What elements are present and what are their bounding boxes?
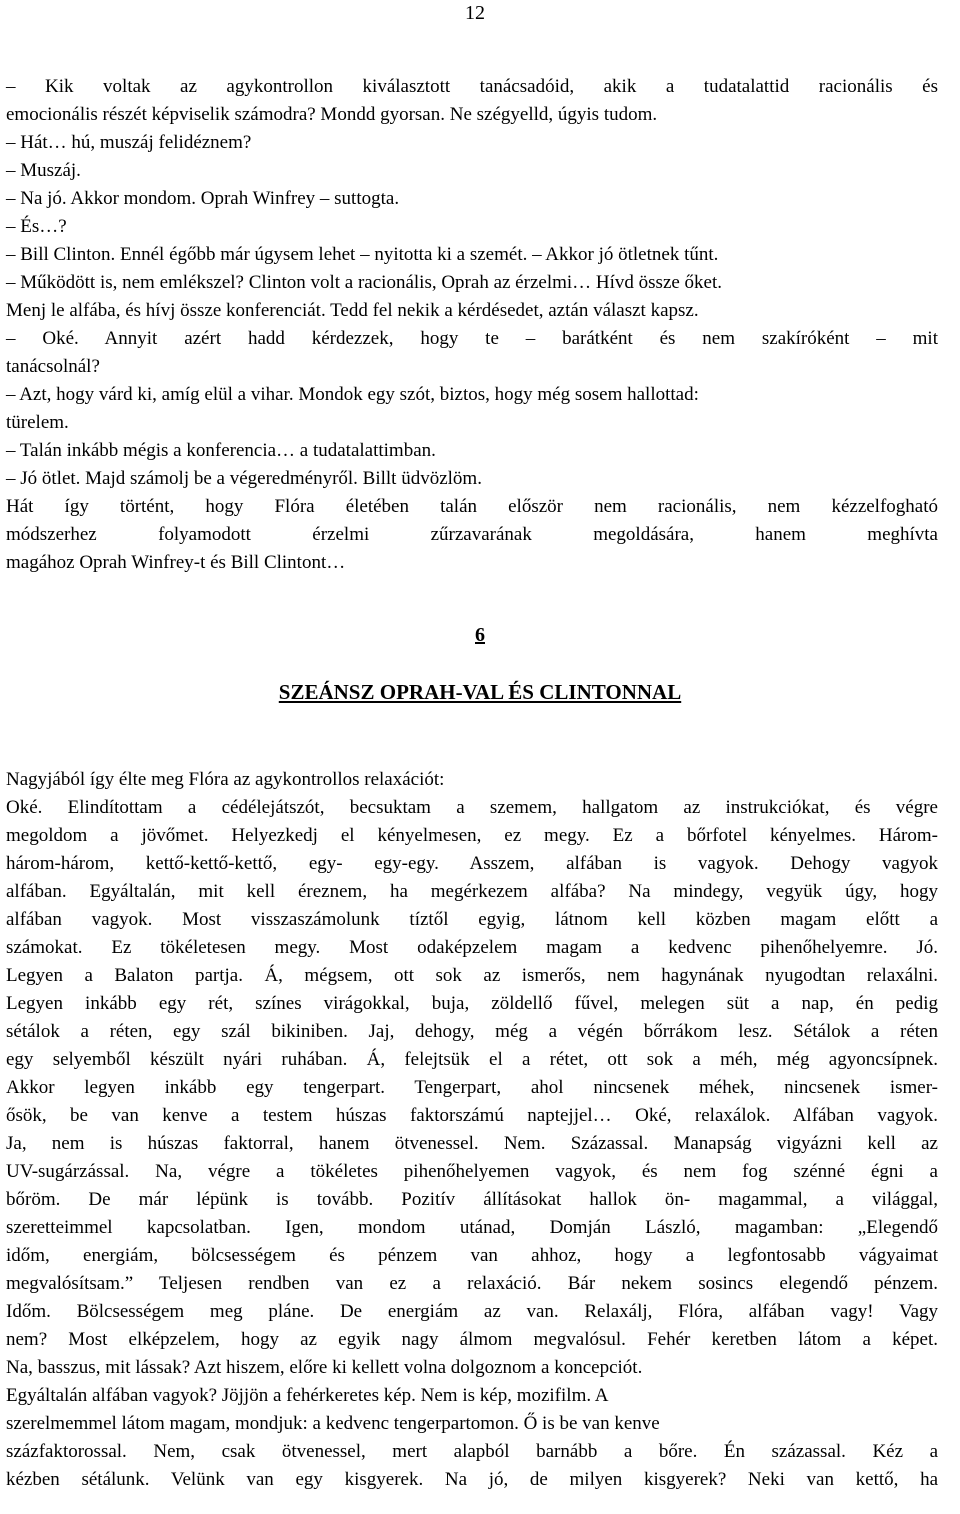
text-line: Na, basszus, mit lássak? Azt hiszem, előre ki kellett volna dolgoznom a koncepciót. [6,1357,643,1378]
text-line: Legyen inkább egy rét, színes virágokkal, buja, zöldellő fűvel, melegen süt a nap, én pedig [6,993,938,1014]
text-line: magához Oprah Winfrey-t és Bill Clintont… [6,552,346,573]
text-line: – És…? [6,216,67,237]
text-line: – Oké. Annyit azért hadd kérdezzek, hogy te – barátként és nem szakíróként – mit [6,328,938,349]
text-line: Hát így történt, hogy Flóra életében talán először nem racionális, nem kézzelfogható [6,496,938,517]
text-line: megvalósítsam.” Teljesen rendben van ez a relaxáció. Bár nekem sosincs elegendő pénzem. [6,1273,938,1294]
text-line: emocionális részét képviselik számodra? Mondd gyorsan. Ne szégyelld, úgyis tudom. [6,104,658,125]
text-line: módszerhez folyamodott érzelmi zűrzavarának megoldására, hanem meghívta [6,524,938,545]
text-line: megoldom a jövőmet. Helyezkedj el kényelmesen, ez megy. Ez a bőrfotel kényelmes. Három- [6,825,938,846]
text-line: – Talán inkább mégis a konferencia… a tudatalattimban. [6,440,436,461]
text-line: – Hát… hú, muszáj felidéznem? [6,132,252,153]
text-line: egy selyemből készült nyári ruhában. Á, felejtsük el a rétet, ott sok a méh, még agyoncsípnek. [6,1049,938,1070]
text-line: Nagyjából így élte meg Flóra az agykontrollos relaxációt: [6,769,445,790]
text-line: kézben sétálunk. Velünk van egy kisgyerek. Na jó, de milyen kisgyerek? Neki van kettő, ha [6,1469,938,1490]
text-line: szerelmemmel látom magam, mondjuk: a kedvenc tengerpartomon. Ő is be van kenve [6,1413,660,1434]
text-line: számokat. Ez tökéletesen megy. Most odaképzelem magam a kedvenc pihenőhelyemre. Jó. [6,937,938,958]
body-section [6,766,938,1494]
chapter-number: 6 [475,624,485,646]
text-line: alfában vagyok. Most visszaszámolunk tíztől egyig, látnom kell közben magam előtt a [6,909,938,930]
text-line: százfaktorossal. Nem, csak ötvenessel, mert alapból barnább a bőre. Én százassal. Kéz a [6,1441,938,1462]
text-line: szeretteimmel kapcsolatban. Igen, mondom utánad, Domján László, magamban: „Elegendő [6,1217,938,1238]
dialogue-section [6,73,938,577]
text-line: – Muszáj. [6,160,81,181]
text-line: három-három, kettő-kettő-kettő, egy- egy-egy. Asszem, alfában is vagyok. Dehogy vagyok [6,853,938,874]
text-line: – Azt, hogy várd ki, amíg elül a vihar. Mondok egy szót, biztos, hogy még sosem hallottad: [6,384,699,405]
text-line: Időm. Bölcsességem meg pláne. De energiám az van. Relaxálj, Flóra, alfában vagy! Vagy [6,1301,938,1322]
text-line: türelem. [6,412,69,433]
text-line: UV-sugárzással. Na, végre a tökéletes pihenőhelyemen vagyok, és nem fog szénné égni a [6,1161,938,1182]
text-line: Egyáltalán alfában vagyok? Jöjjön a fehérkeretes kép. Nem is kép, mozifilm. A [6,1385,609,1406]
text-line: sétálok a réten, egy szál bikiniben. Jaj, dehogy, még a végén bőrrákom lesz. Sétálok a réten [6,1021,938,1042]
text-line: – Működött is, nem emlékszel? Clinton volt a racionális, Oprah az érzelmi… Hívd össze őket. [6,272,723,293]
text-line: bőröm. De már lépünk is tovább. Pozitív állításokat hallok ön- magammal, a világgal, [6,1189,938,1210]
text-line: – Na jó. Akkor mondom. Oprah Winfrey – suttogta. [6,188,400,209]
text-line: ősök, be van kenve a testem húszas faktorszámú naptejjel… Oké, relaxálok. Alfában vagyok. [6,1105,938,1126]
text-line: Legyen a Balaton partja. Á, mégsem, ott sok az ismerős, nem hagynának nyugodtan relaxálni. [6,965,938,986]
text-line: Menj le alfába, és hívj össze konferenciát. Tedd fel nekik a kérdésedet, aztán választ kapsz. [6,300,699,321]
text-line: nem? Most elképzelem, hogy az egyik nagy álmom megvalósul. Fehér keretben látom a képet. [6,1329,938,1350]
text-line: tanácsolnál? [6,356,100,377]
page-number: 12 [465,2,485,24]
text-line: – Kik voltak az agykontrollon kiválasztott tanácsadóid, akik a tudatalattid racionális és [6,76,938,97]
text-line: Akkor legyen inkább egy tengerpart. Tengerpart, ahol nincsenek méhek, nincsenek ismer- [6,1077,938,1098]
text-line: alfában. Egyáltalán, mit kell éreznem, ha megérkezem alfába? Na mindegy, vegyük úgy, hogy [6,881,938,902]
text-line: időm, energiám, bölcsességem és pénzem van ahhoz, hogy a legfontosabb vágyaimat [6,1245,938,1266]
chapter-title: SZEÁNSZ OPRAH-VAL ÉS CLINTONNAL [278,680,682,704]
text-line: Ja, nem is húszas faktorral, hanem ötvenessel. Nem. Százassal. Manapság vigyázni kell az [6,1133,938,1154]
text-line: – Jó ötlet. Majd számolj be a végeredményről. Billt üdvözlöm. [6,468,482,489]
text-line: – Bill Clinton. Ennél égőbb már úgysem lehet – nyitotta ki a szemét. – Akkor jó ötletnek tűnt. [6,244,719,265]
text-line: Oké. Elindítottam a cédélejátszót, becsuktam a szemem, hallgatom az instrukciókat, és végre [6,797,938,818]
